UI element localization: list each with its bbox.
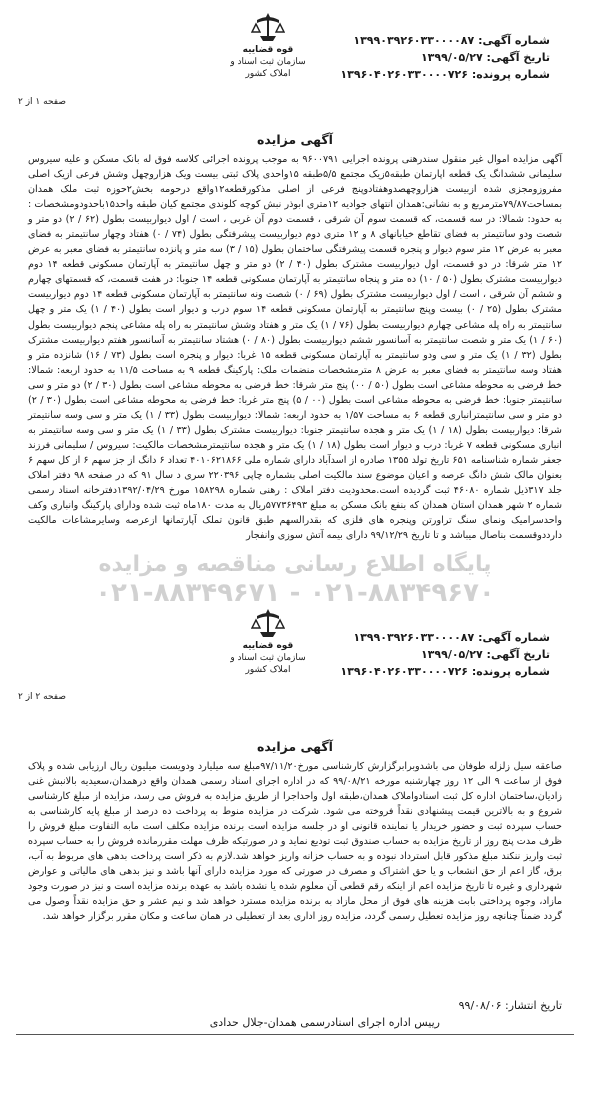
ad-number: شماره آگهی: ۱۳۹۹۰۳۹۲۶۰۳۳۰۰۰۰۸۷: [353, 631, 550, 644]
emblem-title: قوه قضاییه: [242, 45, 294, 55]
page-label: صفحه ۲ از ۲: [18, 692, 66, 702]
notice1-title: آگهی مزایده: [257, 132, 333, 147]
emblem-subtitle: سازمان ثبت اسناد و املاک کشور: [230, 57, 306, 79]
watermark-phone: ۰۲۱-۸۸۳۴۹۶۷۰ - ۰۲۱-۸۸۳۴۹۶۷۱: [95, 578, 495, 608]
publish-date: تاریخ انتشار: ۹۹/۰۸/۰۶: [458, 999, 562, 1012]
notice2-emblem: [222, 606, 314, 676]
notice2-meta: [340, 629, 550, 680]
ad-date: تاریخ آگهی: ۱۳۹۹/۰۵/۲۷: [420, 51, 550, 64]
notice1-body: [28, 152, 562, 632]
watermark-title: پایگاه اطلاع رسانی مناقصه و مزایده: [98, 552, 492, 577]
emblem-subtitle: سازمان ثبت اسناد و املاک کشور: [230, 653, 306, 675]
emblem-title: قوه قضاییه: [242, 641, 294, 651]
signature: رییس اداره اجرای اسنادرسمی همدان-جلال حدادی: [209, 1016, 440, 1029]
notice2-body: [28, 759, 562, 999]
notice1-meta: [340, 32, 550, 83]
file-number: شماره پرونده: ۱۳۹۶۰۴۰۲۶۰۳۳۰۰۰۰۷۲۶: [340, 665, 550, 678]
signature-rule: [16, 1034, 574, 1035]
ad-date: تاریخ آگهی: ۱۳۹۹/۰۵/۲۷: [420, 648, 550, 661]
judiciary-emblem-icon: [251, 606, 285, 640]
judiciary-emblem-icon: [251, 10, 285, 44]
file-number: شماره پرونده: ۱۳۹۶۰۴۰۲۶۰۳۳۰۰۰۰۷۲۶: [340, 68, 550, 81]
notice2-body-text: صاعقه سیل زلزله طوفان می باشدوبرابرگزارش کارشناسی مورخ۹۷/۱۱/۲۰مبلغ سه میلیارد ودویست میلیون ریال ارزیابی شده و پلاک فوق از ساعت ۹ الی ۱۲ روز چهارشنبه مورخه ۹۹/۰۸/۲۱ که در اداره اجرای اسناد رسمی همدان واقع درهمدان،سعیدیه بالانبش غنی زادیان،ساختمان اداره کل ثبت اسنادواملاک همدان،طبقه اول واحداجرا از طریق مزایده به فروش می رسد، مزایده از مبلغ کارشناسی شروع و به بالاترین قیمت پیشنهادی نقداً فروخته می شود. شرکت در مزایده منوط به پرداخت ده درصد از مبلغ پایه کارشناسی به حساب سپرده ثبت و حضور خریدار یا نماینده قانونی او در جلسه مزایده است برنده مزایده مکلف است مابه التفاوت مبلغ فروش را ظرف مدت پنج روز از تاریخ مزایده به حساب صندوق ثبت تودیع نماید و در صورتیکه ظرف مهلت مقررمانده فروش را به حساب سپرده ثبت واریز ننکند مبلغ مذکور قابل استرداد نبوده و به حساب خزانه واریز خواهد شد.لازم به ذکر است پرداخت بدهی های مربوط به آب، برق، گاز اعم از حق انشعاب و یا حق اشتراک و مصرف در صورتی که مورد مزایده دارای آنها باشد و نیز بدهی های مالیاتی و عوارض شهرداری و غیره تا تاریخ مزایده اعم از اینکه رقم قطعی آن معلوم شده یا نشده باشد به عهده برنده مزایده است و نیز در صورت وجود مازاد، وجوه پرداختی بابت هزینه های فوق از محل مازاد به برنده مزایده مسترد خواهد شد و نیم عشر و حق مزایده نقداً وصول می گردد ضمناً چنانچه روز مزایده تعطیل رسمی گردد، مزایده روز اداری بعد از تعطیلی در همان ساعت و مکان مقرر برگزار خواهد شد.: [28, 761, 563, 923]
page-label: صفحه ۱ از ۲: [18, 97, 66, 107]
notice1-body-text: آگهی مزایده اموال غیر منقول سندرهنی پرونده اجرایی ۹۶۰۰۷۹۱ به موجب پرونده اجرائی کلاسه فوق له بانک مسکن و علیه سیروس سلیمانی ششدانگ یک قطعه اپارتمان طبقه۵زیک مجتمع ۵/۵طبقه ۱۵واحدی پلاک ثبتی بیست ویک هزاروچهل وشش فرعی ازیک اصلی مفروزومجزی شده ازبیست هزاروچهصدوهفتادوپنج فرعی از اصلی مذکورقطعه۱۲واقع درحومه بخش۲حوزه ثبت ملک همدان بمساحت۷۹/۸۷مترمربع و به نشانی:همدان انتهای جواديه ۱۲متری ابوذر نبش کوچه کلوندی مجتمع کیان طبقه واحد۱۵باحدودومشخصات : به حدود: شمالا: در سه قسمت، که قسمت سوم آن شرقی ، قسمت دوم آن غربی ، است / اول دیواربیست بطول (۶۲ / ۲) دو متر و شصت ودو سانتیمتر به فضای تقاطع خیابانهای ۸ و ۱۲ متری دوم دیواربیست پیشرفتگی بطول (۷۴ / ۰) هفتاد وچهار سانتیمتر به فضای معبر به عرض ۱۲ متر سوم دیوار و پنجره قسمت پیشرفتگی ساختمان بطول (۱۵ / ۳) سه متر و پانزده سانتیمتر به فضای معبر به عرض ۱۲ متر شرقا: در دو قسمت، اول دیواربیست مشترک بطول (۴۰ / ۲) دو متر و چهل سانتیمتر به آپارتمان مسکونی قطعه ۱۴ دوم دیواربیست مشترک بطول (۵۰ / ۱۰) ده متر و پنجاه سانتیمتر به آپارتمان مسکونی قطعه ۱۴ جنوبا: در هفت قسمت، که قسمتهای چهارم و ششم آن شرقی ، است / اول دیواربیست مشترک بطول (۶۹ / ۰) شصت ونه سانتیمتر به آپارتمان مسکونی قطعه ۱۴ دوم دیواربیست مشترک بطول (۲۵ / ۰) بیست وپنج سانتیمتر به آپارتمان مسکونی قطعه ۱۴ سوم درب و دیوار است بطول (۴۰ / ۱) یک متر و چهل سانتیمتر به راه پله مشاعی چهارم دیواربیست بطول (۷۶ / ۱) یک متر و هفتاد وشش سانتیمتر به راه پله مشاعی پنجم دیواربیست بطول (۶۰ / ۱) یک متر و شصت سانتیمتر به آسانسور ششم دیواربیست بطول (۸۰ / ۰) هشتاد سانتیمتر به آسانسور هفتم دیواربیست مشترک بطول (۳۲ / ۱) یک متر و سی ودو سانتیمتر به آپارتمان مسکونی قطعه ۱۵ غربا: دیوار و پنجره است بطول (۷۳ / ۱۶) شانزده متر و هفتاد وسه سانتیمتر به فضای معبر به عرض ۸ مترمشخصات منضمات ملک: پارکینگ قطعه ۹ به مساحت ۱۱/۵ به حدود اربعه: شمالا: خط فرضی به محوطه مشاعی است بطول (۵۰ / ۰۰) پنج متر شرقا: خط فرضی به محوطه مشاعی است بطول (۳۰ / ۲) دو متر و سی سانتیمتر جنوبا: خط فرضی به محوطه مشاعی است بطول (۰۰ / ۵) پنج متر غربا: خط فرضی به محوطه مشاعی است بطول (۳۰ / ۲) دو متر و سی سانتیمترانباری قطعه ۶ به مساحت ۱/۵۷ به حدود اربعه: شمالا: دیواربیست بطول (۳۳ / ۱) یک متر و سی وسه سانتیمتر شرقا: دیواربیست بطول (۱۸ / ۱) یک متر و هجده سانتیمتر جنوبا: دیواربیست مشترک بطول (۳۳ / ۱) یک متر و سی وسه سانتیمتر به انباری مسکونی قطعه ۷ غربا: درب و دیوار است بطول (۱۸ / ۱) یک متر و هجده سانتیمترمشخصات مالکیت: سیروس / سلیمانی فرزند جعفر شماره شناسنامه ۶۵۱ تاریخ تولد ۱۳۵۵ صادره از اسدآباد دارای شماره ملی ۴۰۱۰۶۲۱۸۶۶ تعداد ۶ دانگ از جز سهم ۶ از کل سهم ۶ بعنوان مالک شش دانگ عرصه و اعیان موضوع سند مالکیت اصلی بشماره چاپی ۲۲۰۳۹۶ سری د سال ۹۱ که در صفحه ۹۸ دفتر املاک جلد ۳۱۷ذیل شماره ۴۶۰۸۰ ثبت گردیده است.محدودیت دفتر املاک : رهنی شماره ۱۵۸۲۹۸ مورخ ۱۳۹۲/۰۴/۲۹دفترخانه اسناد رسمی شماره ۲ شهر همدان استان همدان که بنفع بانک مسکن به مبلغ ۵۷۷۳۶۴۹۳ریال به مدت ۱۸۰ماه ثبت شده ودارای پارکینگ وانباری وکف واحدسرامیک ونمای سنگ تراورتن وپنجره های فلزی که بقدرالسهم طبق قانون تملک آپارتمانها ازعرصه وسایرمشاعات مالکیت دارددوقسمت بناصال میباشد و تا تاریخ ۹۹/۱۲/۲۹ دارای بیمه آتش سوزی وانفجار: [28, 154, 563, 542]
ad-number: شماره آگهی: ۱۳۹۹۰۳۹۲۶۰۳۳۰۰۰۰۸۷: [353, 34, 550, 47]
notice2-title: آگهی مزایده: [257, 739, 333, 754]
notice1-emblem: [222, 10, 314, 80]
